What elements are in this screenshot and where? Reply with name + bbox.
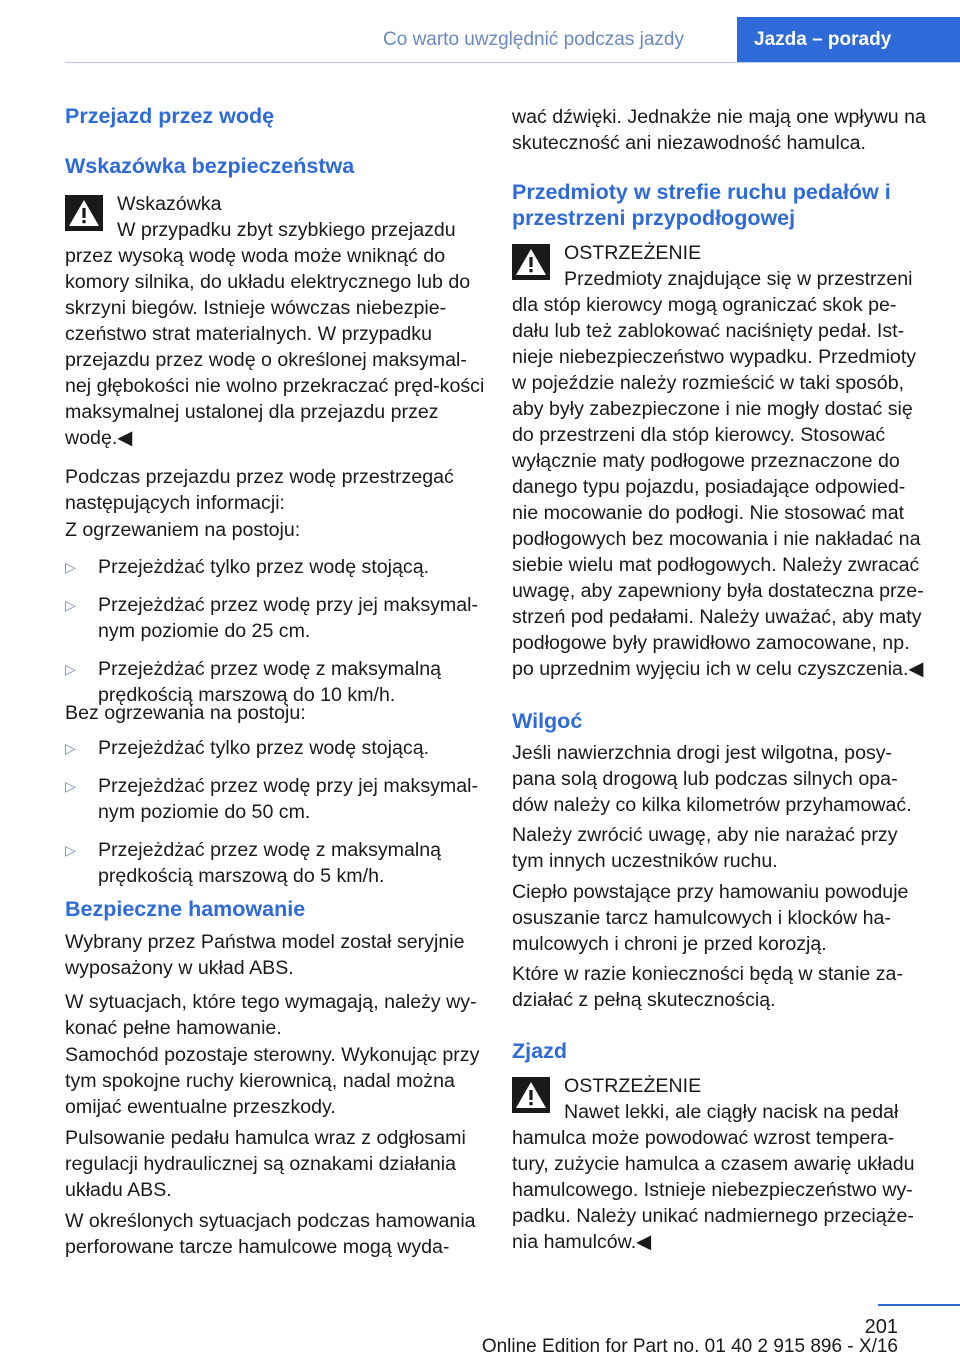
- list-item: ▷ Przejeżdżać przez wodę przy jej maksymal‐nym poziomie do 50 cm.: [65, 775, 479, 823]
- list-item: ▷ Przejeżdżać przez wodę przy jej maksymal‐nym poziomie do 25 cm.: [65, 594, 479, 642]
- header-divider: [65, 62, 960, 63]
- heading-safe-braking: Bezpieczne hamowanie: [65, 897, 306, 921]
- braking-paragraph-4: Pulsowanie pedału hamulca wraz z odgłosami regulacji hydraulicznej są oznakami działania układu ABS.: [65, 1127, 466, 1201]
- triangle-bullet-icon: ▷: [65, 778, 76, 794]
- heading-descent: Zjazd: [512, 1039, 567, 1063]
- braking-paragraph-1: Wybrany przez Państwa model został seryjnie wyposażony w układ ABS.: [65, 931, 465, 979]
- list-without-heater: [65, 735, 485, 889]
- warning-body: przez wysoką wodę woda może wniknąć do komory silnika, do układu elektrycznego lub do skrzyni biegów. Istnieje wówczas niebezpie‐czeństwo strat materialnych. W przypadku przejazdu przez wodę o określonej maksymal‐nej głębokości nie wolno przekraczać pręd‐kości maksymalnej ustalonej dla przejazdu przez wodę.◀: [65, 245, 485, 449]
- list-item: ▷ Przejeżdżać przez wodę z maksymalną prędkością marszową do 10 km/h.: [65, 658, 442, 706]
- label-without-heater: Bez ogrzewania na postoju:: [65, 702, 306, 724]
- continued-paragraph: wać dźwięki. Jednakże nie mają one wpływu na skuteczność ani niezawodność hamulca.: [512, 106, 926, 154]
- heading-safety-note: Wskazówka bezpieczeństwa: [65, 154, 355, 178]
- list-with-heater: [65, 554, 485, 708]
- warning-box-descent: [512, 1073, 930, 1255]
- moisture-paragraph-2: Należy zwrócić uwagę, aby nie narażać przy tym innych uczestników ruchu.: [512, 824, 898, 872]
- warning-icon: [65, 195, 103, 231]
- warning-body: hamulca może powodować wzrost tempera‐tury, zużycie hamulca a czasem awarię układu hamulcowego. Istnieje niebezpieczeństwo wy‐padku. Należy unikać nadmiernego przeciąże‐nia hamulców.◀: [512, 1127, 915, 1253]
- heading-water-crossing: Przejazd przez wodę: [65, 104, 275, 128]
- triangle-bullet-icon: ▷: [65, 597, 76, 613]
- warning-title: OSTRZEŻENIE: [564, 1075, 702, 1097]
- braking-paragraph-3: Samochód pozostaje sterowny. Wykonując przy tym spokojne ruchy kierownicą, nadal można omijać ewentualne przeszkody.: [65, 1044, 480, 1118]
- heading-moisture: Wilgoć: [512, 709, 583, 733]
- moisture-paragraph-3: Ciepło powstające przy hamowaniu powoduje osuszanie tarcz hamulcowych i klocków ha‐mulcowych i chroni je przed korozją.: [512, 881, 909, 955]
- warning-title: OSTRZEŻENIE: [564, 242, 702, 264]
- triangle-bullet-icon: ▷: [65, 842, 76, 858]
- warning-first-line: Przedmioty znajdujące się w przestrzeni: [564, 268, 913, 290]
- braking-paragraph-5: W określonych sytuacjach podczas hamowania perforowane tarcze hamulcowe mogą wyda‐: [65, 1210, 476, 1258]
- braking-paragraph-2: W sytuacjach, które tego wymagają, należy wy‐konać pełne hamowanie.: [65, 991, 477, 1039]
- triangle-bullet-icon: ▷: [65, 740, 76, 756]
- label-with-heater: Z ogrzewaniem na postoju:: [65, 519, 301, 541]
- triangle-bullet-icon: ▷: [65, 661, 76, 677]
- warning-body: dla stóp kierowcy mogą ograniczać skok pe‐dału lub też zablokować naciśnięty pedał. Ist‐nieje niebezpieczeństwo wypadku. Przedmioty w pojeździe należy rozmieścić w taki sposób, aby były zabezpieczone i nie mogły dostać się do przestrzeni dla stóp kierowcy. Stosować wyłącznie maty podłogowe przeznaczone do danego typu pojazdu, posiadające odpowied‐nie mocowanie do podłogi. Nie stosować mat podłogowych bez mocowania i nie nakładać na siebie wielu mat podłogowych. Należy zwracać uwagę, aby zapewniony była dostateczna prze‐strzeń pod pedałami. Należy uważać, aby maty podłogowe były prawidłowo zamocowane, np. po uprzednim wyjęciu ich w celu czyszczenia.◀: [512, 294, 924, 680]
- warning-first-line: W przypadku zbyt szybkiego przejazdu: [117, 219, 456, 241]
- warning-icon: [512, 244, 550, 280]
- list-item: ▷ Przejeżdżać tylko przez wodę stojącą.: [65, 556, 430, 578]
- warning-first-line: Nawet lekki, ale ciągły nacisk na pedał: [564, 1101, 899, 1123]
- moisture-paragraph-4: Które w razie konieczności będą w stanie za‐działać z pełną skutecznością.: [512, 963, 903, 1011]
- heading-pedal-area: Przedmioty w strefie ruchu pedałów i przestrzeni przypodłogowej: [512, 180, 891, 230]
- paragraph-observe: Podczas przejazdu przez wodę przestrzegać następujących informacji:: [65, 466, 454, 514]
- header-section-title: Co warto uwzględnić podczas jazdy: [383, 29, 684, 50]
- edition-note: Online Edition for Part no. 01 40 2 915 896 - X/16: [481, 1336, 898, 1357]
- moisture-paragraph-1: Jeśli nawierzchnia drogi jest wilgotna, posy‐pana solą drogową lub podczas silnych opa‐dów należy co kilka kilometrów przyhamować.: [512, 742, 912, 816]
- list-item: ▷ Przejeżdżać tylko przez wodę stojącą.: [65, 737, 430, 759]
- warning-title: Wskazówka: [117, 193, 222, 215]
- header-chapter-tab: Jazda – porady: [737, 17, 960, 63]
- warning-box-pedal: [512, 240, 930, 682]
- footer-divider: [878, 1304, 960, 1306]
- triangle-bullet-icon: ▷: [65, 559, 76, 575]
- list-item: ▷ Przejeżdżać przez wodę z maksymalną prędkością marszową do 5 km/h.: [65, 839, 442, 887]
- warning-icon: [512, 1077, 550, 1113]
- page-number: 201: [864, 1316, 898, 1338]
- warning-box-water: [65, 191, 485, 451]
